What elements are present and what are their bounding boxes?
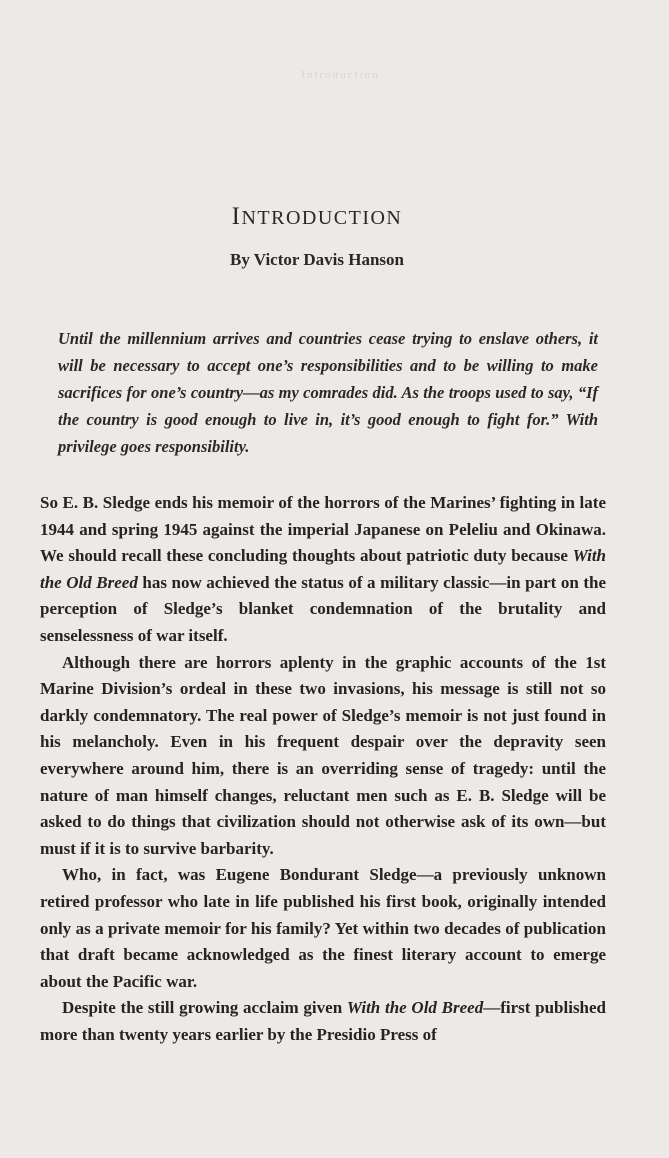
paragraph: So E. B. Sledge ends his memoir of the horrors of the Marines’ fighting in late 1944 and spring 1945 against the imperial Japanese on Peleliu and Okinawa. We should recall these concluding thoughts about patriotic duty because With the Old Breed has now achieved the status of a military classic—in part on the perception of Sledge’s blanket condemnation of the brutality and senselessness of war itself. <box>40 493 606 645</box>
bleed-through-text <box>62 62 619 89</box>
running-head: Introduction <box>301 69 380 81</box>
body-text <box>40 490 606 1048</box>
byline: By Victor Davis Hanson <box>230 250 404 269</box>
chapter-title-rest: NTRODUCTION <box>241 207 403 229</box>
paragraph: Who, in fact, was Eugene Bondurant Sledge—a previously unknown retired professor who late in life published his first book, originally intended only as a private memoir for his family? Yet within two decades of publication that draft became acknowledged as the finest literary account to emerge about the Pacific war. <box>40 865 606 991</box>
chapter-title <box>0 203 634 231</box>
paragraph: Despite the still growing acclaim given With the Old Breed—first published more than twenty years earlier by the Presidio Press of <box>40 998 607 1044</box>
chapter-title-initial: I <box>231 203 242 230</box>
epigraph: Until the millennium arrives and countries cease trying to enslave others, it will be necessary to accept one’s responsibilities and to be willing to make sacrifices for one’s country—as my comrades did. As the troops used to say, “If the country is good enough to live in, it’s good enough to fight for.” With privilege goes responsibility. <box>58 329 598 456</box>
paragraph: Although there are horrors aplenty in the graphic accounts of the 1st Marine Division’s ordeal in these two invasions, his message is still not so darkly condemnatory. The real power of Sledge’s memoir is not just found in his melancholy. Even in his frequent despair over the depravity seen everywhere around him, there is an overriding sense of tragedy: until the nature of man himself changes, reluctant men such as E. B. Sledge will be asked to do things that civilization should not otherwise ask of its own—but must if it is to survive barbarity. <box>40 652 606 858</box>
